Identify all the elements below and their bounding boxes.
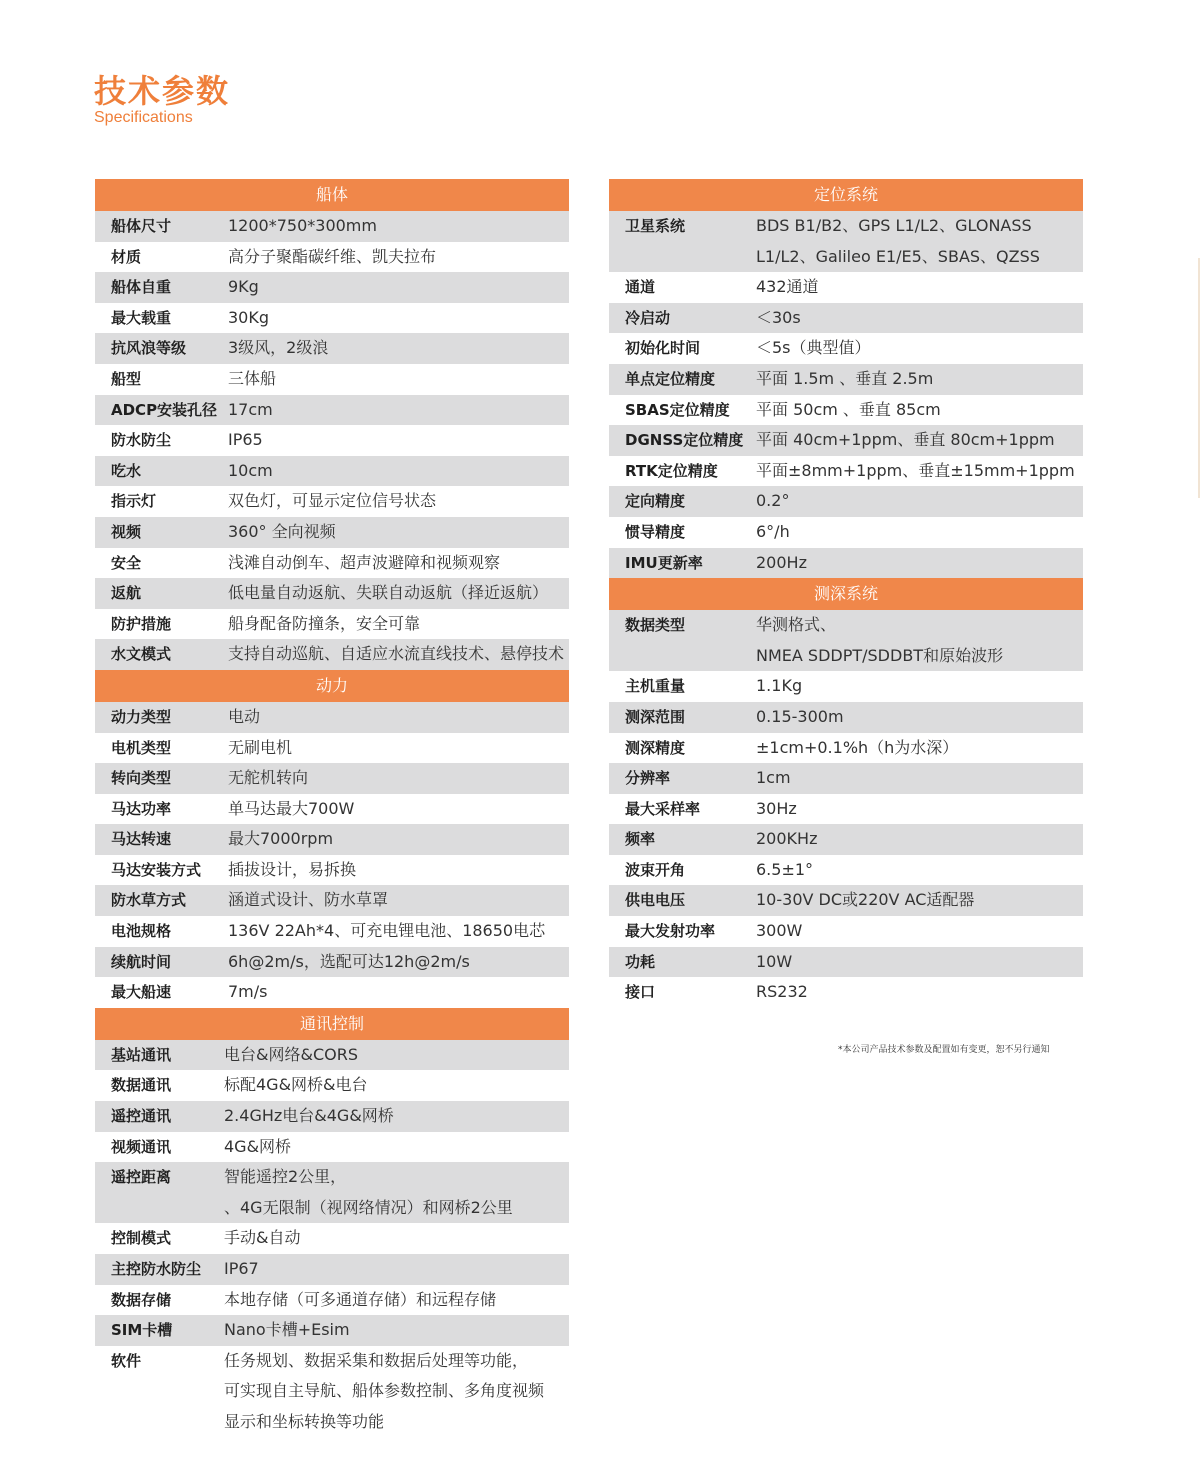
spec-row [609, 272, 1083, 303]
spec-label: 测深范围 [625, 707, 686, 726]
spec-value-line: 4G&网桥 [224, 1136, 292, 1156]
spec-row [95, 977, 569, 1008]
spec-value [224, 1101, 569, 1132]
spec-label: 主控防水防尘 [111, 1260, 202, 1278]
spec-value [224, 1223, 569, 1254]
spec-value [756, 610, 1083, 671]
section-header-comm: 通讯控制 [95, 1008, 569, 1040]
spec-value [224, 1040, 569, 1071]
spec-row [95, 609, 569, 640]
spec-value-line: 30Kg [228, 307, 270, 327]
spec-rows-positioning [609, 211, 1083, 578]
spec-row [609, 610, 1083, 671]
spec-value [228, 517, 569, 548]
spec-row [95, 242, 569, 273]
spec-value [228, 855, 569, 886]
spec-value [228, 456, 569, 487]
spec-row [95, 1346, 569, 1438]
spec-value-line: 200KHz [756, 829, 818, 849]
spec-value-line: ±1cm+0.1%h（h为水深） [756, 737, 959, 757]
spec-row [95, 1254, 569, 1285]
section-header-power: 动力 [95, 670, 569, 702]
spec-value-line: 双色灯，可显示定位信号状态 [228, 491, 437, 511]
spec-value-line: 0.15-300m [756, 706, 844, 726]
spec-label: 材质 [111, 247, 142, 266]
spec-value [228, 916, 569, 947]
section-header-sounding: 测深系统 [609, 578, 1083, 610]
spec-label: 分辨率 [625, 769, 671, 788]
spec-row [95, 364, 569, 395]
spec-label: 遥控通讯 [111, 1107, 172, 1126]
spec-rows-comm [95, 1040, 569, 1438]
left-column [95, 179, 569, 1438]
spec-value-line: RS232 [756, 982, 808, 1002]
spec-row [609, 671, 1083, 702]
spec-value-line: 6°/h [756, 521, 790, 541]
spec-value [756, 456, 1083, 487]
spec-value [756, 733, 1083, 764]
spec-value [756, 211, 1083, 272]
spec-value [756, 947, 1083, 978]
spec-value-line: 1cm [756, 768, 791, 788]
spec-row [95, 395, 569, 426]
section-header-hull: 船体 [95, 179, 569, 211]
spec-value [756, 395, 1083, 426]
spec-row [609, 855, 1083, 886]
spec-value [756, 702, 1083, 733]
footnote: *本公司产品技术参数及配置如有变更，恕不另行通知 [838, 1045, 1050, 1055]
spec-row [609, 211, 1083, 272]
spec-label: 防水草方式 [111, 891, 187, 910]
spec-row [95, 855, 569, 886]
spec-row [609, 824, 1083, 855]
spec-row [609, 486, 1083, 517]
spec-value-line: 、4G无限制（视网络情况）和网桥2公里 [224, 1197, 513, 1217]
spec-value [756, 671, 1083, 702]
spec-value-line: L1/L2、Galileo E1/E5、SBAS、QZSS [756, 246, 1040, 266]
spec-row [95, 1132, 569, 1163]
spec-label: 马达安装方式 [111, 860, 202, 879]
spec-value [228, 794, 569, 825]
spec-value [228, 609, 569, 640]
spec-label: 安全 [111, 553, 142, 572]
spec-value-line: 6h@2m/s，选配可达12h@2m/s [228, 951, 470, 971]
spec-label: 初始化时间 [625, 339, 701, 358]
spec-value-line: 1.1Kg [756, 676, 803, 696]
spec-value [228, 639, 569, 670]
spec-value [228, 702, 569, 733]
spec-value-line: 支持自动巡航、自适应水流直线技术、悬停技术 [228, 644, 565, 664]
spec-value-line: 无刷电机 [228, 737, 293, 757]
spec-label: 定向精度 [625, 492, 686, 511]
spec-label: 卫星系统 [625, 217, 686, 235]
spec-value [756, 916, 1083, 947]
spec-label: 主机重量 [625, 677, 686, 696]
spec-label: 电池规格 [111, 922, 172, 941]
spec-rows-hull [95, 211, 569, 670]
spec-value [224, 1162, 569, 1223]
spec-row [95, 763, 569, 794]
spec-label: 防护措施 [111, 614, 172, 633]
spec-value [224, 1070, 569, 1101]
spec-label: 防水防尘 [111, 431, 172, 450]
spec-label: 视频通讯 [111, 1137, 172, 1156]
spec-value [756, 486, 1083, 517]
spec-row [95, 272, 569, 303]
spec-value-line: 136V 22Ah*4、可充电锂电池、18650电芯 [228, 921, 546, 941]
spec-label: 动力类型 [111, 707, 172, 726]
spec-label: IMU更新率 [625, 553, 703, 572]
spec-row [609, 977, 1083, 1008]
spec-row [609, 517, 1083, 548]
spec-value-line: BDS B1/B2、GPS L1/L2、GLONASS [756, 216, 1032, 235]
spec-value-line: 三体船 [228, 368, 277, 388]
spec-label: 船型 [111, 369, 142, 388]
spec-rows-sounding [609, 610, 1083, 1008]
spec-value [756, 517, 1083, 548]
spec-label: RTK定位精度 [625, 461, 718, 480]
spec-value [228, 272, 569, 303]
spec-row [95, 517, 569, 548]
spec-value [756, 364, 1083, 395]
spec-value [228, 333, 569, 364]
spec-row [609, 425, 1083, 456]
spec-row [95, 1162, 569, 1223]
spec-value-line: 华测格式、 [756, 615, 837, 635]
spec-label: 马达转速 [111, 830, 172, 849]
spec-row [95, 548, 569, 579]
spec-label: 最大船速 [111, 983, 172, 1002]
spec-label: 船体尺寸 [111, 217, 172, 235]
spec-row [95, 1285, 569, 1316]
spec-label: 最大发射功率 [625, 922, 716, 941]
spec-value-line: 300W [756, 921, 803, 941]
spec-label: 软件 [111, 1351, 142, 1370]
spec-row [95, 824, 569, 855]
spec-row [609, 364, 1083, 395]
spec-row [95, 885, 569, 916]
spec-label: 最大采样率 [625, 799, 701, 818]
spec-value [756, 885, 1083, 916]
spec-value-line: 显示和坐标转换等功能 [224, 1411, 385, 1431]
spec-value-line: IP67 [224, 1259, 259, 1278]
spec-value [224, 1315, 569, 1346]
spec-value-line: 10W [756, 951, 793, 971]
spec-value [228, 548, 569, 579]
spec-row [609, 333, 1083, 364]
spec-row [609, 916, 1083, 947]
spec-value-line: 1200*750*300mm [228, 216, 377, 235]
spec-label: SIM卡槽 [111, 1321, 173, 1340]
spec-value-line: 17cm [228, 399, 273, 419]
spec-value-line: ＜5s（典型值） [756, 338, 871, 358]
spec-value-line: 涵道式设计、防水草罩 [228, 890, 389, 910]
spec-value-line: 10cm [228, 460, 273, 480]
spec-value-line: 单马达最大700W [228, 798, 355, 818]
spec-label: 波束开角 [625, 860, 686, 879]
spec-value-line: 手动&自动 [224, 1228, 301, 1248]
spec-value [228, 211, 569, 242]
spec-row [95, 333, 569, 364]
spec-label: 测深精度 [625, 738, 686, 757]
spec-value [224, 1346, 569, 1438]
spec-row [95, 1101, 569, 1132]
spec-value [228, 395, 569, 426]
spec-value-line: 30Hz [756, 798, 797, 818]
spec-value-line: 标配4G&网桥&电台 [224, 1075, 368, 1095]
spec-value-line: ＜30s [756, 307, 801, 327]
spec-value-line: 0.2° [756, 491, 790, 511]
spec-row [95, 456, 569, 487]
spec-label: 马达功率 [111, 799, 172, 818]
spec-value-line: 浅滩自动倒车、超声波避障和视频观察 [228, 552, 501, 572]
spec-row [609, 702, 1083, 733]
spec-rows-power [95, 702, 569, 1008]
spec-row [95, 425, 569, 456]
spec-value-line: 9Kg [228, 277, 259, 297]
spec-value-line: 360° 全向视频 [228, 521, 336, 541]
spec-label: 供电电压 [625, 891, 686, 910]
spec-label: 冷启动 [625, 308, 671, 327]
spec-value-line: 3级风，2级浪 [228, 338, 329, 358]
spec-label: 基站通讯 [111, 1045, 172, 1064]
spec-value-line: NMEA SDDPT/SDDBT和原始波形 [756, 645, 1004, 665]
spec-value [756, 977, 1083, 1008]
spec-value-line: 船身配备防撞条，安全可靠 [228, 613, 421, 633]
section-hull [95, 179, 569, 670]
spec-label: DGNSS定位精度 [625, 431, 744, 450]
spec-value [228, 425, 569, 456]
spec-row [609, 794, 1083, 825]
spec-value [756, 333, 1083, 364]
spec-value [228, 578, 569, 609]
spec-value-line: 平面 1.5m 、垂直 2.5m [756, 368, 934, 388]
spec-label: 数据类型 [625, 616, 686, 635]
spec-row [609, 763, 1083, 794]
spec-value [228, 763, 569, 794]
page-title: 技术参数 [94, 72, 231, 110]
spec-label: 功耗 [625, 952, 656, 971]
spec-value [756, 763, 1083, 794]
spec-value [224, 1132, 569, 1163]
spec-label: 频率 [625, 830, 656, 849]
spec-value-line: 2.4GHz电台&4G&网桥 [224, 1106, 394, 1126]
spec-value-line: 电台&网络&CORS [224, 1044, 358, 1064]
spec-value-line: 6.5±1° [756, 859, 814, 879]
spec-value [224, 1285, 569, 1316]
spec-row [609, 885, 1083, 916]
spec-row [95, 486, 569, 517]
spec-row [95, 1223, 569, 1254]
spec-label: 指示灯 [111, 492, 157, 511]
spec-value-line: 插拔设计，易拆换 [228, 859, 357, 879]
spec-value-line: 本地存储（可多通道存储）和远程存储 [224, 1289, 497, 1309]
spec-value [756, 548, 1083, 579]
spec-value [228, 885, 569, 916]
spec-value-line: 平面 40cm+1ppm、垂直 80cm+1ppm [756, 430, 1055, 450]
spec-label: 最大载重 [111, 308, 172, 327]
spec-value-line: 7m/s [228, 982, 268, 1002]
spec-row [95, 639, 569, 670]
spec-value-line: 电动 [228, 706, 261, 726]
spec-value [228, 242, 569, 273]
spec-label: 船体自重 [111, 278, 172, 297]
spec-value [756, 425, 1083, 456]
spec-value [228, 824, 569, 855]
spec-row [95, 1315, 569, 1346]
spec-label: 遥控距离 [111, 1168, 172, 1187]
spec-value [228, 977, 569, 1008]
spec-row [95, 947, 569, 978]
spec-row [95, 1070, 569, 1101]
spec-value [228, 303, 569, 334]
spec-label: 续航时间 [111, 952, 172, 971]
spec-value-line: 10-30V DC或220V AC适配器 [756, 890, 975, 910]
spec-label: 数据存储 [111, 1290, 172, 1309]
spec-label: 单点定位精度 [625, 369, 716, 388]
spec-row [609, 303, 1083, 334]
section-sounding [609, 578, 1083, 1008]
spec-row [95, 702, 569, 733]
spec-value-line: 432通道 [756, 277, 819, 297]
spec-value [756, 272, 1083, 303]
right-column [609, 179, 1083, 1008]
spec-value-line: 低电量自动返航、失联自动返航（择近返航） [228, 583, 549, 603]
spec-label: SBAS定位精度 [625, 400, 730, 419]
spec-row [95, 578, 569, 609]
section-positioning [609, 179, 1083, 578]
spec-label: 返航 [111, 584, 142, 603]
spec-label: 电机类型 [111, 738, 172, 757]
section-comm [95, 1008, 569, 1438]
spec-value-line: 高分子聚酯碳纤维、凯夫拉布 [228, 246, 437, 266]
spec-label: 抗风浪等级 [111, 339, 187, 358]
spec-label: 控制模式 [111, 1229, 172, 1248]
spec-label: 吃水 [111, 461, 142, 480]
spec-value [228, 486, 569, 517]
spec-value [228, 947, 569, 978]
spec-value-line: Nano卡槽+Esim [224, 1320, 350, 1340]
spec-value [228, 364, 569, 395]
spec-row [95, 916, 569, 947]
spec-label: 水文模式 [111, 645, 172, 664]
spec-value-line: 200Hz [756, 552, 807, 572]
spec-value [756, 855, 1083, 886]
spec-value-line: 平面±8mm+1ppm、垂直±15mm+1ppm [756, 460, 1075, 480]
spec-value [228, 733, 569, 764]
spec-value-line: 最大7000rpm [228, 829, 334, 849]
spec-row [609, 456, 1083, 487]
spec-label: 接口 [625, 983, 656, 1002]
spec-row [609, 947, 1083, 978]
spec-value [224, 1254, 569, 1285]
spec-value-line: 任务规划、数据采集和数据后处理等功能， [224, 1350, 529, 1370]
spec-label: ADCP安装孔径 [111, 400, 218, 419]
section-header-positioning: 定位系统 [609, 179, 1083, 211]
spec-label: 转向类型 [111, 769, 172, 788]
spec-label: 数据通讯 [111, 1076, 172, 1095]
spec-value-line: 平面 50cm 、垂直 85cm [756, 399, 941, 419]
spec-value-line: 智能遥控2公里， [224, 1167, 347, 1187]
spec-row [95, 794, 569, 825]
spec-value [756, 824, 1083, 855]
spec-label: 通道 [625, 278, 656, 297]
spec-row [95, 733, 569, 764]
spec-value-line: IP65 [228, 430, 263, 450]
spec-value [756, 303, 1083, 334]
spec-row [609, 548, 1083, 579]
spec-value [756, 794, 1083, 825]
section-power [95, 670, 569, 1008]
spec-row [609, 395, 1083, 426]
spec-value-line: 可实现自主导航、船体参数控制、多角度视频 [224, 1381, 545, 1401]
spec-row [95, 303, 569, 334]
page-subtitle: Specifications [94, 109, 193, 126]
spec-label: 视频 [111, 522, 142, 541]
spec-row [95, 211, 569, 242]
spec-label: 惯导精度 [625, 522, 686, 541]
spec-row [609, 733, 1083, 764]
spec-value-line: 无舵机转向 [228, 768, 309, 788]
spec-row [95, 1040, 569, 1071]
